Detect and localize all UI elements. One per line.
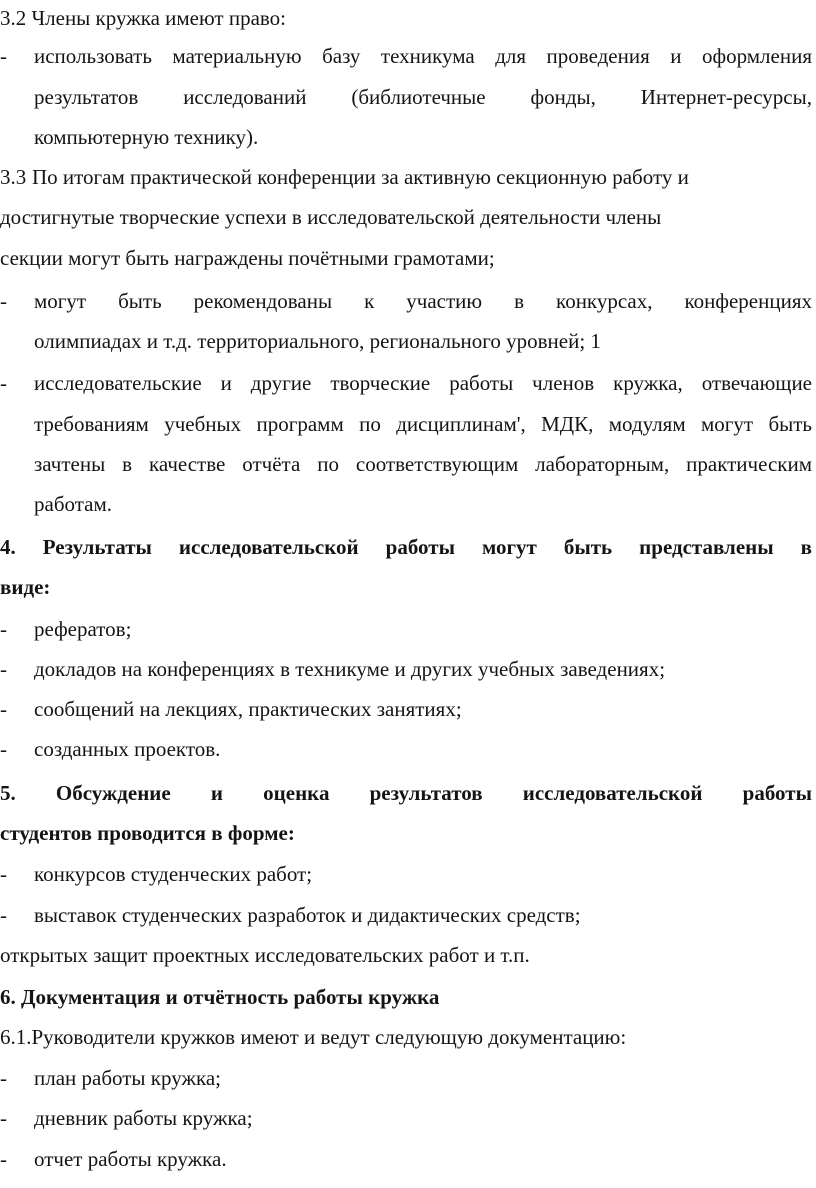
bullet-dash: -: [0, 617, 7, 641]
list-item-text: рефератов;: [34, 617, 132, 641]
section-4-heading-cont: виде:: [0, 575, 51, 599]
section-4-heading: 4. Результаты исследовательской работы могут быть представлены в: [0, 535, 812, 559]
paragraph-line: достигнутые творческие успехи в исследовательской деятельности члены: [0, 205, 662, 229]
paragraph-text: По итогам практической конференции за активную секционную работу и: [32, 165, 689, 189]
bullet-dash: -: [0, 371, 7, 395]
list-item: [0, 896, 812, 934]
bullet-dash: -: [0, 1066, 7, 1090]
bullet-dash: -: [0, 697, 7, 721]
list-item: [0, 690, 812, 728]
list-item: [0, 1140, 812, 1178]
list-item: [0, 282, 812, 320]
list-item-text: конкурсов студенческих работ;: [34, 862, 313, 886]
list-item-text: докладов на конференциях в техникуме и других учебных заведениях;: [34, 657, 666, 681]
section-6-1-paragraph: 6.1.Руководители кружков имеют и ведут следующую документацию:: [0, 1025, 627, 1049]
bullet-dash: -: [0, 903, 7, 927]
section-3-3-paragraph: [0, 158, 812, 196]
list-item: [0, 610, 812, 648]
list-item: [0, 1099, 812, 1137]
section-5-heading: 5. Обсуждение и оценка результатов исследовательской работы: [0, 781, 812, 805]
list-item-continuation: [0, 322, 812, 360]
list-item: [0, 364, 812, 402]
list-item-text: сообщений на лекциях, практических занятиях;: [34, 697, 462, 721]
bullet-dash: -: [0, 289, 7, 313]
list-item-text: план работы кружка;: [34, 1066, 221, 1090]
list-item-text: использовать материальную базу техникума для проведения и оформления: [34, 44, 812, 68]
section-6-heading: 6. Документация и отчётность работы кружка: [0, 985, 440, 1009]
list-item: [0, 855, 812, 893]
list-item-text: дневник работы кружка;: [34, 1106, 253, 1130]
list-item-text: исследовательские и другие творческие работы членов кружка, отвечающие: [34, 371, 812, 395]
list-item-continuation: [0, 445, 812, 483]
list-item-continuation: [0, 485, 812, 523]
list-item-text: работам.: [34, 492, 113, 516]
section-number: 3.3: [0, 165, 27, 189]
list-item-text: выставок студенческих разработок и дидактических средств;: [34, 903, 581, 927]
paragraph-line: секции могут быть награждены почётными грамотами;: [0, 246, 495, 270]
list-item: [0, 730, 812, 768]
list-item-continuation: [0, 78, 812, 116]
list-item-text: могут быть рекомендованы к участию в конкурсах, конференциях: [34, 289, 812, 313]
list-item-text: компьютерную технику).: [34, 125, 259, 149]
list-item-continuation: [0, 118, 812, 156]
list-item-text: зачтены в качестве отчёта по соответствующим лабораторным, практическим: [34, 452, 812, 476]
list-item-text: отчет работы кружка.: [34, 1147, 227, 1171]
bullet-dash: -: [0, 737, 7, 761]
list-item: [0, 37, 812, 75]
section-3-2-heading: 3.2 Члены кружка имеют право:: [0, 6, 287, 30]
list-item-text: созданных проектов.: [34, 737, 221, 761]
list-item-text: требованиям учебных программ по дисциплинам', МДК, модулям могут быть: [34, 412, 812, 436]
bullet-dash: -: [0, 1106, 7, 1130]
list-item-continuation: [0, 405, 812, 443]
list-item-text: олимпиадах и т.д. территориального, регионального уровней; 1: [34, 329, 601, 353]
list-item: [0, 650, 812, 688]
list-item: [0, 1059, 812, 1097]
bullet-dash: -: [0, 1147, 7, 1171]
bullet-dash: -: [0, 862, 7, 886]
paragraph-line: открытых защит проектных исследовательских работ и т.п.: [0, 943, 530, 967]
bullet-dash: -: [0, 44, 7, 68]
bullet-dash: -: [0, 657, 7, 681]
section-5-heading-cont: студентов проводится в форме:: [0, 821, 295, 845]
list-item-text: результатов исследований (библиотечные фонды, Интернет-ресурсы,: [34, 85, 812, 109]
